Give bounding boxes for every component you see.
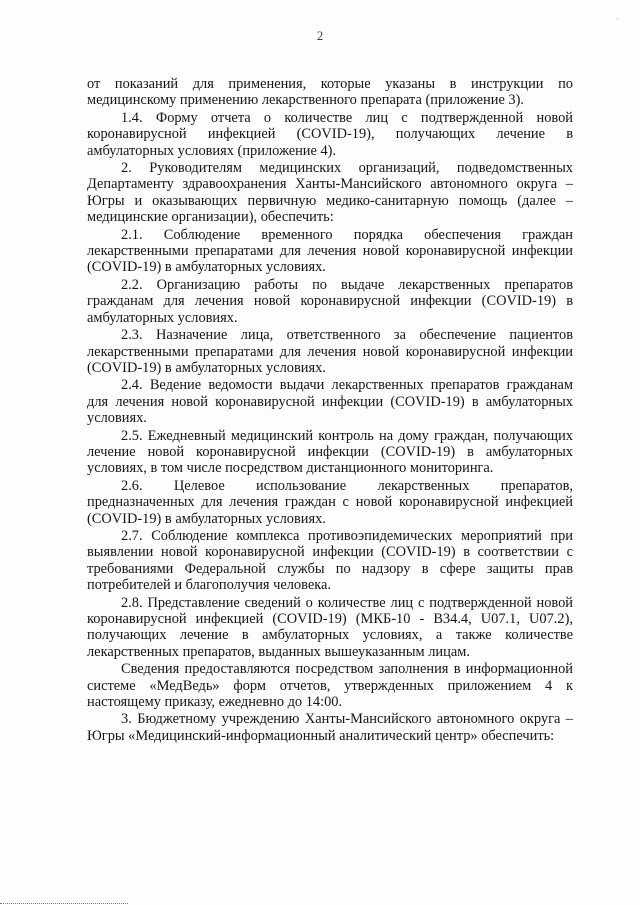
paragraph-2-6: 2.6. Целевое использование лекарственных препаратов, предназначенных для лечения граждан с новой коронавирусной инфекцией (COVID-19) в амбулаторных условиях. xyxy=(87,477,573,527)
paragraph-2: 2. Руководителям медицинских организаций, подведомственных Департаменту здравоохранения Ханты-Мансийского автономного округа – Югры и оказывающих первичную медико-санитарную помощь (далее – медицинские организации), обеспечить: xyxy=(87,160,573,226)
paragraph-reporting: Сведения предоставляются посредством заполнения в информационной системе «МедВедь» форм отчетов, утвержденных приложением 4 к настоящему приказу, ежедневно до 14:00. xyxy=(87,661,573,711)
paragraph-2-7: 2.7. Соблюдение комплекса противоэпидемических мероприятий при выявлении новой коронавирусной инфекции (COVID-19) в соответствии с требованиями Федеральной службы по надзору в сфере защиты прав потребителей и благополучия человека. xyxy=(87,527,573,594)
paragraph-2-2: 2.2. Организацию работы по выдаче лекарственных препаратов гражданам для лечения новой коронавирусной инфекции (COVID-19) в амбулаторных условиях. xyxy=(87,276,573,326)
paragraph-2-3: 2.3. Назначение лица, ответственного за обеспечение пациентов лекарственными препаратами для лечения новой коронавирусной инфекции (COVID-19) в амбулаторных условиях. xyxy=(87,327,573,376)
paragraph-2-5: 2.5. Ежедневный медицинский контроль на дому граждан, получающих лечение новой коронавирусной инфекции (COVID-19) в амбулаторных условиях, в том числе посредством дистанционного мониторинга. xyxy=(87,427,573,477)
paragraph-3: 3. Бюджетному учреждению Ханты-Мансийского автономного округа – Югры «Медицинский-информационный аналитический центр» обеспечить: xyxy=(87,711,573,744)
page-number: 2 xyxy=(316,29,324,43)
paragraph-continuation: от показаний для применения, которые указаны в инструкции по медицинскому применению лекарственного препарата (приложение 3). xyxy=(87,76,573,109)
bottom-scan-line xyxy=(0,903,128,904)
paragraph-2-4: 2.4. Ведение ведомости выдачи лекарственных препаратов гражданам для лечения новой коронавирусной инфекции (COVID-19) в амбулаторных условиях. xyxy=(87,377,573,427)
paragraph-2-1: 2.1. Соблюдение временного порядка обеспечения граждан лекарственными препаратами для лечения новой коронавирусной инфекции (COVID-19) в амбулаторных условиях. xyxy=(87,226,573,276)
paragraph-2-8: 2.8. Представление сведений о количестве лиц с подтвержденной новой коронавирусной инфекцией (COVID-19) (МКБ-10 - B34.4, U07.1, U07.2), получающих лечение в амбулаторных условиях, а также количестве лекарственных препаратов, выданных вышеуказанным лицам. xyxy=(87,594,573,660)
corner-mark: · xyxy=(616,14,619,24)
document-body xyxy=(87,76,573,744)
paragraph-1-4: 1.4. Форму отчета о количестве лиц с подтвержденной новой коронавирусной инфекцией (COVID-19), получающих лечение в амбулаторных условиях (приложение 4). xyxy=(87,109,573,159)
